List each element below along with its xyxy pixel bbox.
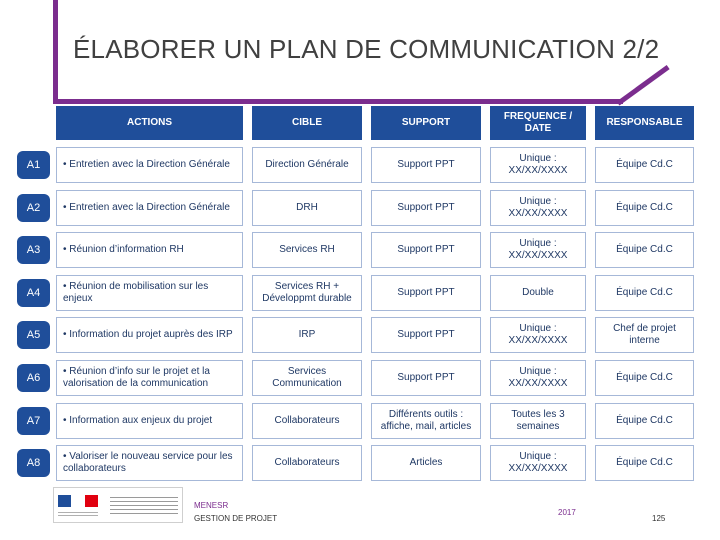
row-code-badge: A3 — [17, 236, 50, 264]
cell-action: • Entretien avec la Direction Générale — [56, 147, 243, 183]
ministry-logo-icon — [53, 487, 183, 523]
cell-frequence: Unique : XX/XX/XXXX — [490, 147, 586, 183]
cell-support: Support PPT — [371, 317, 481, 353]
row-code-badge: A6 — [17, 364, 50, 392]
cell-responsable: Équipe Cd.C — [595, 232, 694, 268]
cell-frequence: Unique : XX/XX/XXXX — [490, 232, 586, 268]
cell-frequence: Unique : XX/XX/XXXX — [490, 445, 586, 481]
footer-year: 2017 — [558, 508, 576, 517]
column-header-1: ACTIONS — [56, 106, 243, 140]
row-code-badge: A2 — [17, 194, 50, 222]
cell-action: • Information du projet auprès des IRP — [56, 317, 243, 353]
cell-support: Support PPT — [371, 360, 481, 396]
cell-frequence: Unique : XX/XX/XXXX — [490, 190, 586, 226]
cell-cible: Collaborateurs — [252, 445, 362, 481]
frame-diagonal-bar — [617, 65, 670, 105]
cell-action: • Information aux enjeux du projet — [56, 403, 243, 439]
cell-action: • Réunion de mobilisation sur les enjeux — [56, 275, 243, 311]
row-code-badge: A8 — [17, 449, 50, 477]
cell-action: • Réunion d’information RH — [56, 232, 243, 268]
cell-support: Différents outils : affiche, mail, articles — [371, 403, 481, 439]
cell-action: • Réunion d’info sur le projet et la valorisation de la communication — [56, 360, 243, 396]
cell-responsable: Équipe Cd.C — [595, 403, 694, 439]
row-code-badge: A4 — [17, 279, 50, 307]
cell-support: Support PPT — [371, 232, 481, 268]
cell-action: • Valoriser le nouveau service pour les collaborateurs — [56, 445, 243, 481]
cell-cible: DRH — [252, 190, 362, 226]
flag-icon — [58, 492, 102, 518]
cell-cible: Services RH — [252, 232, 362, 268]
cell-action: • Entretien avec la Direction Générale — [56, 190, 243, 226]
column-header-5: RESPONSABLE — [595, 106, 694, 140]
page-number: 125 — [652, 514, 666, 523]
frame-bottom-bar — [53, 99, 623, 104]
footer-org: MENESR — [194, 501, 229, 510]
row-code-badge: A5 — [17, 321, 50, 349]
cell-cible: IRP — [252, 317, 362, 353]
cell-responsable: Équipe Cd.C — [595, 275, 694, 311]
cell-cible: Services RH + Développmt durable — [252, 275, 362, 311]
footer-subtitle: GESTION DE PROJET — [194, 514, 278, 523]
cell-cible: Services Communication — [252, 360, 362, 396]
cell-responsable: Équipe Cd.C — [595, 445, 694, 481]
column-header-4: FREQUENCE / DATE — [490, 106, 586, 140]
column-header-3: SUPPORT — [371, 106, 481, 140]
cell-support: Support PPT — [371, 190, 481, 226]
cell-responsable: Équipe Cd.C — [595, 147, 694, 183]
cell-frequence: Unique : XX/XX/XXXX — [490, 360, 586, 396]
row-code-badge: A7 — [17, 407, 50, 435]
cell-support: Support PPT — [371, 275, 481, 311]
cell-cible: Direction Générale — [252, 147, 362, 183]
frame-left-bar — [53, 0, 58, 104]
cell-responsable: Équipe Cd.C — [595, 190, 694, 226]
cell-support: Articles — [371, 445, 481, 481]
row-code-badge: A1 — [17, 151, 50, 179]
cell-responsable: Chef de projet interne — [595, 317, 694, 353]
cell-support: Support PPT — [371, 147, 481, 183]
cell-frequence: Double — [490, 275, 586, 311]
cell-cible: Collaborateurs — [252, 403, 362, 439]
page-title: ÉLABORER UN PLAN DE COMMUNICATION 2/2 — [73, 34, 660, 64]
cell-frequence: Toutes les 3 semaines — [490, 403, 586, 439]
column-header-2: CIBLE — [252, 106, 362, 140]
cell-frequence: Unique : XX/XX/XXXX — [490, 317, 586, 353]
cell-responsable: Équipe Cd.C — [595, 360, 694, 396]
